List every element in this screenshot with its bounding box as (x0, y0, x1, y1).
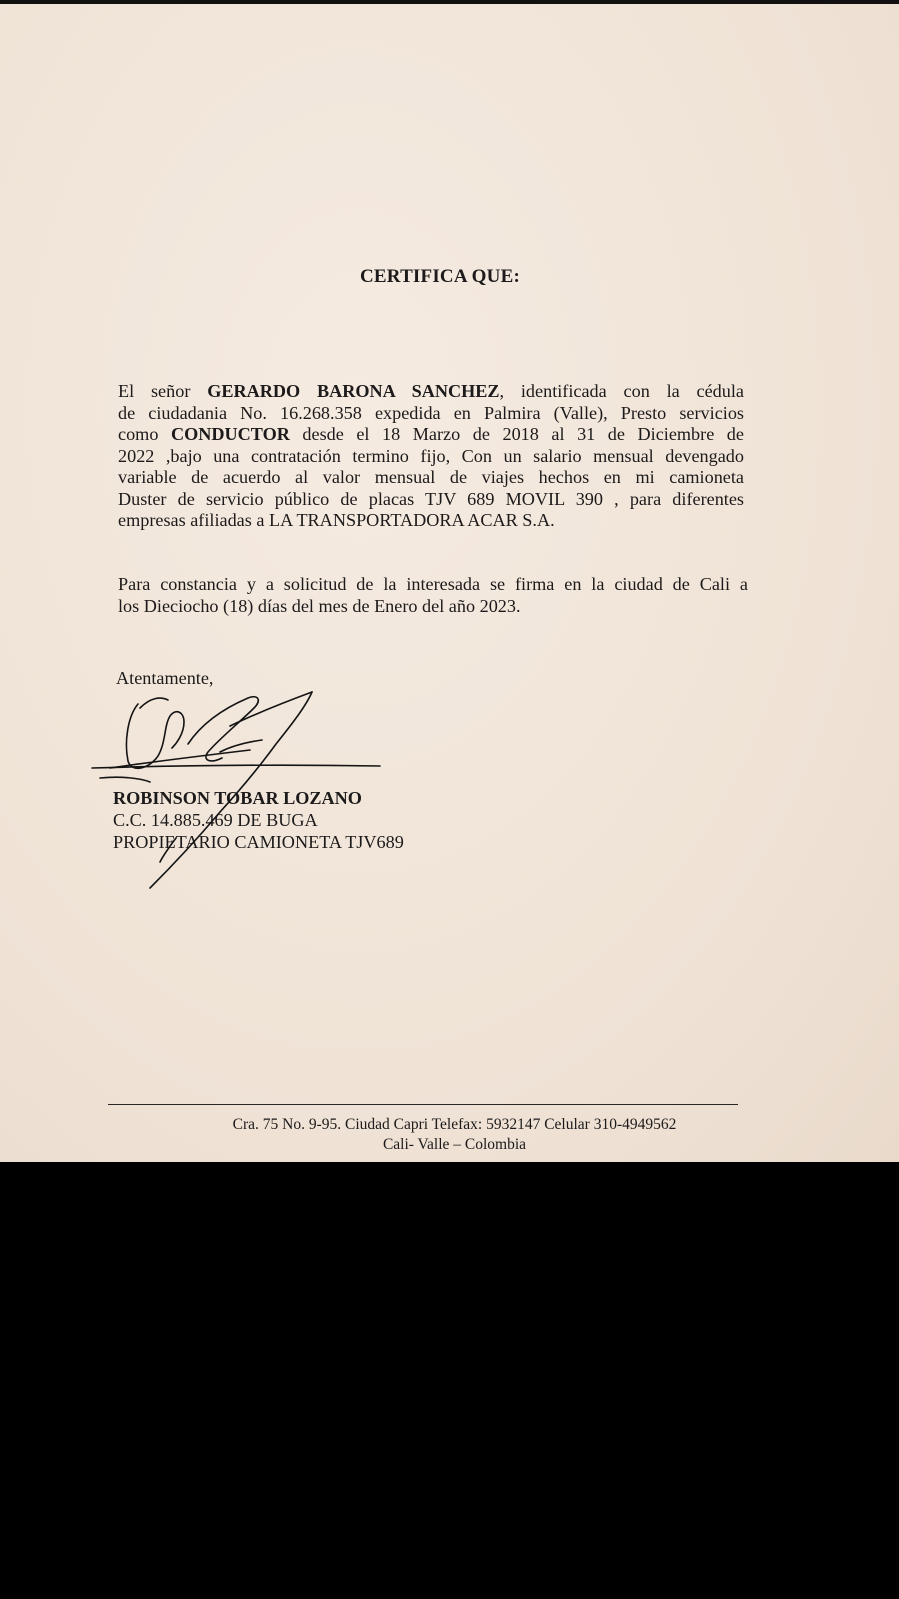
footer-location-line: Cali- Valle – Colombia (382, 1136, 527, 1153)
footer-divider (108, 1104, 738, 1105)
paragraph-line: Para constancia y a solicitud de la interesada se firma en la ciudad de Cali a (118, 574, 748, 594)
signer-name: ROBINSON TOBAR LOZANO (113, 788, 362, 808)
text-segment: El señor (118, 381, 208, 401)
paragraph-line: 2022 ,bajo una contratación termino fijo, Con un salario mensual devengado (118, 445, 744, 466)
signer-role: PROPIETARIO CAMIONETA TJV689 (113, 832, 404, 852)
paragraph-line: de ciudadania No. 16.268.358 expedida en Palmira (Valle), Presto servicios (118, 402, 744, 423)
text-segment: desde el 18 Marzo de 2018 al 31 de Diciembre de (289, 424, 744, 444)
text-segment: como (118, 424, 171, 444)
footer-contact-line: Cra. 75 No. 9-95. Ciudad Capri Telefax: 5932147 Celular 310-4949562 (232, 1116, 677, 1133)
paragraph-line (118, 381, 744, 403)
paragraph-line: los Dieciocho (18) días del mes de Enero del año 2023. (118, 595, 521, 616)
paragraph-line: variable de acuerdo al valor mensual de viajes hechos en mi camioneta (118, 467, 744, 487)
text-segment: , identificada con la cédula (499, 381, 744, 401)
empty-black-area (0, 1162, 899, 1599)
paragraph-line: Duster de servicio público de placas TJV 689 MOVIL 390 , para diferentes (118, 488, 744, 509)
certification-paragraph (118, 381, 744, 532)
signer-block (113, 787, 404, 853)
employee-role: CONDUCTOR (170, 424, 290, 444)
constancy-paragraph (118, 574, 748, 617)
top-edge (0, 0, 899, 4)
signer-id: C.C. 14.885.469 DE BUGA (113, 810, 318, 830)
footer-address (0, 1115, 899, 1155)
document-title: CERTIFICA QUE: (360, 266, 520, 287)
closing-salutation: Atentamente, (116, 668, 214, 688)
paragraph-line: empresas afiliadas a LA TRANSPORTADORA ACAR S.A. (118, 510, 555, 530)
paragraph-line (118, 424, 744, 446)
employee-name: GERARDO BARONA SANCHEZ (207, 381, 500, 401)
